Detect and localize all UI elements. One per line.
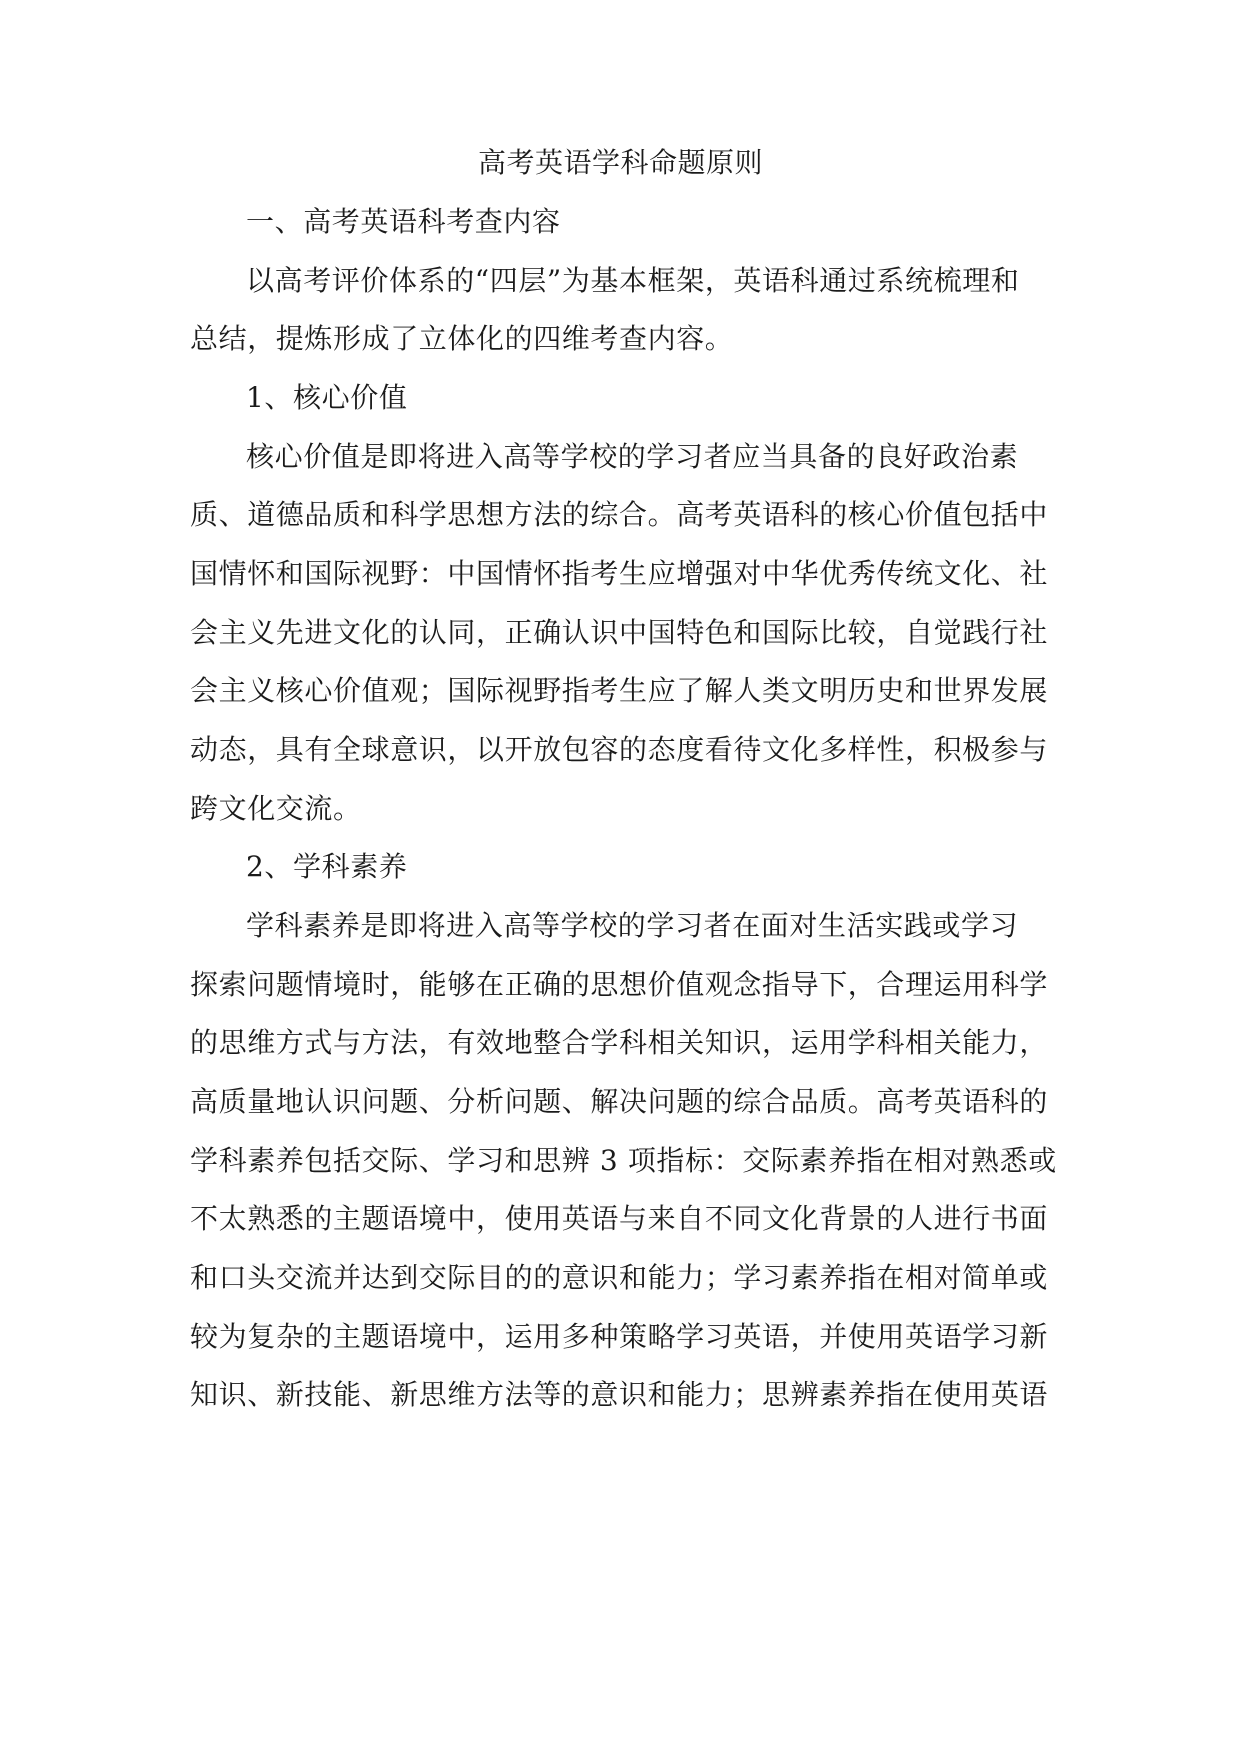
paragraph-line: 质、道德品质和科学思想方法的综合。高考英语科的核心价值包括中 [190,498,1049,531]
paragraph-line: 动态，具有全球意识，以开放包容的态度看待文化多样性，积极参与 [190,733,1049,766]
paragraph-line: 会主义核心价值观；国际视野指考生应了解人类文明历史和世界发展 [190,674,1049,707]
subsection-heading-core-value: 1、核心价值 [246,381,408,414]
paragraph-line: 以高考评价体系的“四层”为基本框架，英语科通过系统梳理和 [246,264,1020,297]
paragraph-line: 核心价值是即将进入高等学校的学习者应当具备的良好政治素 [246,440,1019,473]
paragraph-line: 学科素养是即将进入高等学校的学习者在面对生活实践或学习 [246,909,1019,942]
paragraph-line: 知识、新技能、新思维方法等的意识和能力；思辨素养指在使用英语 [190,1378,1049,1411]
paragraph-line: 探索问题情境时，能够在正确的思想价值观念指导下，合理运用科学 [190,968,1049,1001]
paragraph-line: 国情怀和国际视野：中国情怀指考生应增强对中华优秀传统文化、社 [190,557,1049,590]
paragraph-line: 的思维方式与方法，有效地整合学科相关知识，运用学科相关能力， [190,1026,1049,1059]
document-title: 高考英语学科命题原则 [477,146,763,179]
paragraph-line: 学科素养包括交际、学习和思辨 3 项指标：交际素养指在相对熟悉或 [190,1144,1057,1177]
paragraph-line: 较为复杂的主题语境中，运用多种策略学习英语，并使用英语学习新 [190,1320,1049,1353]
paragraph-line: 会主义先进文化的认同，正确认识中国特色和国际比较，自觉践行社 [190,616,1049,649]
section-heading-content: 一、高考英语科考查内容 [246,205,561,238]
paragraph-line: 跨文化交流。 [190,792,362,825]
paragraph-line: 不太熟悉的主题语境中，使用英语与来自不同文化背景的人进行书面 [190,1202,1049,1235]
subsection-heading-literacy: 2、学科素养 [246,850,408,883]
paragraph-line: 和口头交流并达到交际目的的意识和能力；学习素养指在相对简单或 [190,1261,1049,1294]
paragraph-line: 总结，提炼形成了立体化的四维考查内容。 [190,322,734,355]
paragraph-line: 高质量地认识问题、分析问题、解决问题的综合品质。高考英语科的 [190,1085,1049,1118]
